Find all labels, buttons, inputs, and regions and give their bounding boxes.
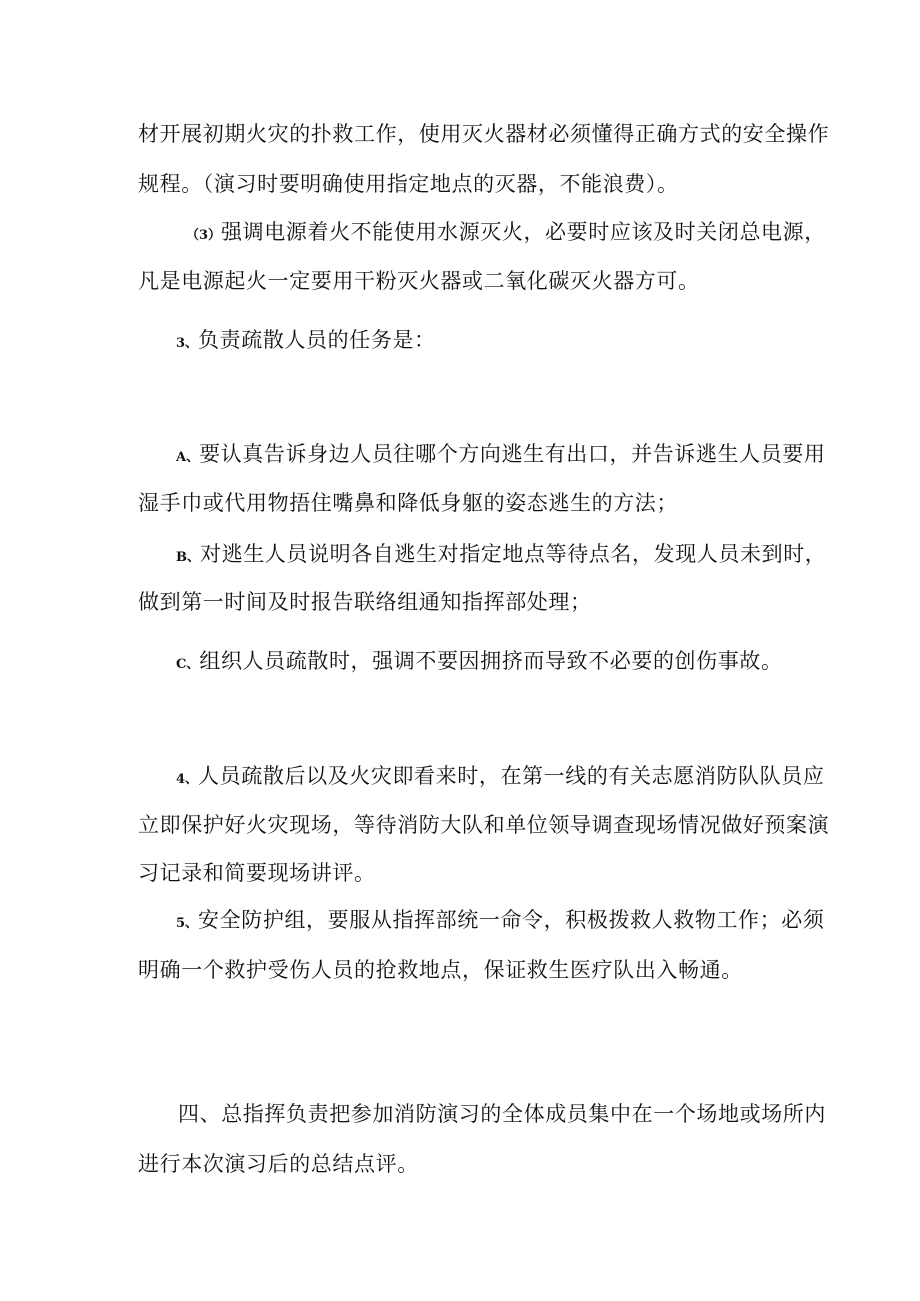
section-heading-text: 四、总指挥负责把参加消防演习的全体成员集中在一个场地或场所内 [178,1102,826,1126]
item-marker: C、 [176,657,200,672]
paragraph-line [138,489,678,517]
paragraph-line [176,906,824,938]
paragraph-text: 湿手巾或代用物捂住嘴鼻和降低身躯的姿态逃生的方法； [138,491,678,515]
paragraph-line [176,326,436,358]
paragraph-text: 组织人员疏散时，强调不要因拥挤而导致不必要的创伤事故。 [199,649,783,673]
paragraph-text: 负责疏散人员的任务是： [198,328,436,352]
paragraph-text: 凡是电源起火一定要用干粉灭火器或二氧化碳灭火器方可。 [138,269,700,293]
item-marker: B、 [176,550,200,565]
paragraph-line [138,120,829,148]
paragraph-line [176,440,826,472]
paragraph-text: 安全防护组，要服从指挥部统一命令，积极拨救人救物工作；必须 [198,908,825,932]
item-marker: （3） [186,228,222,243]
paragraph-text: 立即保护好火灾现场，等待消防大队和单位领导调查现场情况做好预案演 [138,813,830,837]
paragraph-line [176,762,824,794]
paragraph-text: 明确一个救护受伤人员的抢救地点，保证救生医疗队出入畅通。 [138,958,743,982]
item-marker: 5、 [176,916,199,931]
item-marker: A、 [176,450,200,465]
paragraph-text: 人员疏散后以及火灾即看来时，在第一线的有关志愿消防队队员应 [198,764,825,788]
paragraph-line [138,1150,419,1178]
paragraph-line [178,1100,826,1128]
paragraph-line [186,218,826,250]
paragraph-text: 对逃生人员说明各自逃生对指定地点等待点名，发现人员未到时， [200,542,827,566]
paragraph-line [138,859,376,887]
paragraph-text: 要认真告诉身边人员往哪个方向逃生有出口，并告诉逃生人员要用 [199,442,826,466]
paragraph-text: 做到第一时间及时报告联络组通知指挥部处理； [138,590,592,614]
paragraph-text: 进行本次演习后的总结点评。 [138,1152,419,1176]
paragraph-text: 强调电源着火不能使用水源灭火，必要时应该及时关闭总电源， [221,220,826,244]
item-marker: 4、 [176,772,199,787]
paragraph-line [176,647,783,679]
item-marker: 3、 [176,336,199,351]
paragraph-text: 习记录和简要现场讲评。 [138,861,376,885]
paragraph-line [176,540,826,572]
paragraph-line [138,267,700,295]
paragraph-line [138,956,743,984]
paragraph-line [138,588,592,616]
paragraph-line [138,170,679,198]
paragraph-text: 材开展初期火灾的扑救工作，使用灭火器材必须懂得正确方式的安全操作 [138,122,830,146]
paragraph-text: 规程。（演习时要明确使用指定地点的灭器，不能浪费）。 [138,172,679,196]
paragraph-line [138,811,829,839]
